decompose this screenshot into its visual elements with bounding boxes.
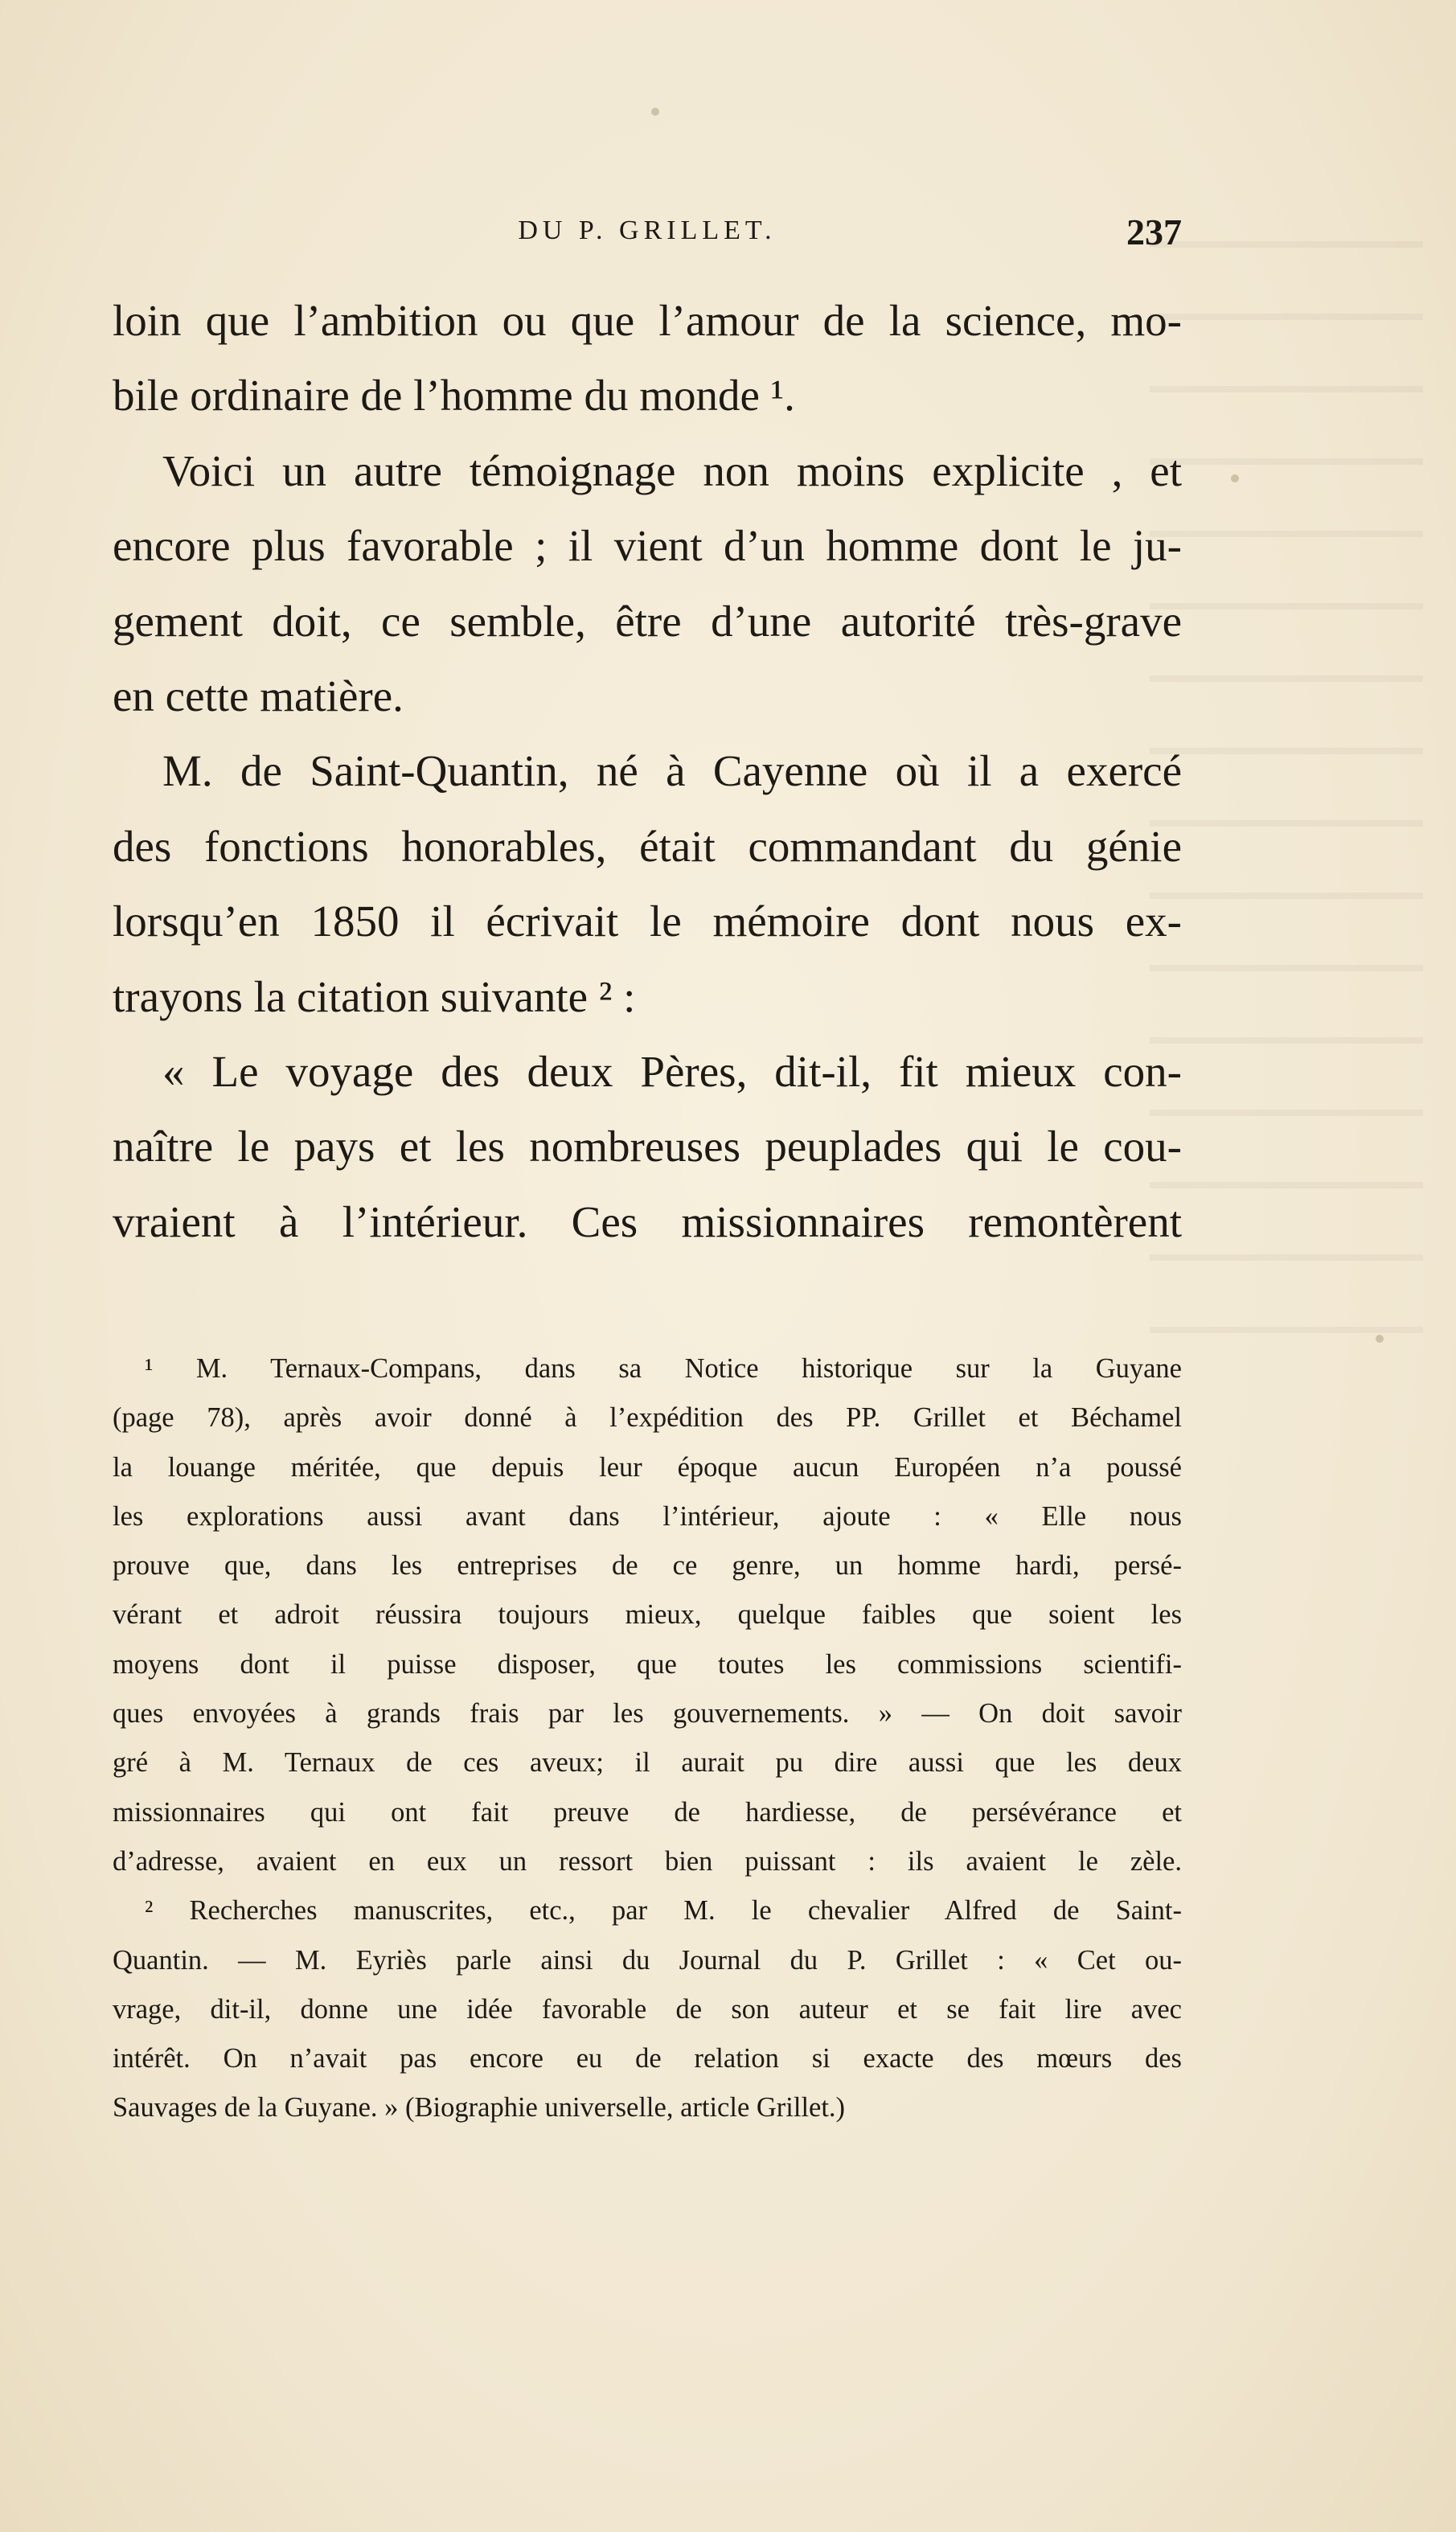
body-line: bile ordinaire de l’homme du monde ¹. [113, 371, 795, 421]
paper-speck [651, 108, 659, 116]
footnote-line: missionnaires qui ont fait preuve de hardiesse, de persévérance et [113, 1796, 1182, 1828]
body-line: Voici un autre témoignage non moins explicite , et [162, 445, 1182, 495]
footnote-line: (page 78), après avoir donné à l’expédition des PP. Grillet et Béchamel [113, 1402, 1182, 1434]
body-text [113, 283, 1182, 1259]
footnote-line: Sauvages de la Guyane. » (Biographie universelle, article Grillet.) [113, 2092, 846, 2124]
footnote-line: ¹ M. Ternaux-Compans, dans sa Notice historique sur la Guyane [145, 1353, 1182, 1384]
paper-speck [1376, 1335, 1384, 1343]
footnote-line: ques envoyées à grands frais par les gouvernements. » — On doit savoir [113, 1698, 1182, 1730]
footnote-line: vérant et adroit réussira toujours mieux, quelque faibles que soient les [113, 1599, 1182, 1631]
body-line: loin que l’ambition ou que l’amour de la science, mo- [113, 296, 1182, 345]
running-head: DU P. GRILLET. [518, 215, 777, 245]
footnotes [113, 1344, 1182, 2133]
body-line: en cette matière. [113, 671, 404, 720]
body-line: « Le voyage des deux Pères, dit-il, fit mieux con- [162, 1046, 1182, 1096]
footnote-line: Quantin. — M. Eyriès parle ainsi du Journal du P. Grillet : « Cet ou- [113, 1944, 1182, 1976]
body-line: gement doit, ce semble, être d’une autorité très-grave [113, 596, 1182, 646]
page-number: 237 [1126, 211, 1182, 252]
body-line: lorsqu’en 1850 il écrivait le mémoire dont nous ex- [113, 897, 1182, 946]
body-line: M. de Saint-Quantin, né à Cayenne où il a exercé [162, 746, 1182, 796]
show-through [1150, 241, 1423, 1367]
body-line: naître le pays et les nombreuses peuplades qui le cou- [113, 1122, 1182, 1172]
body-line: encore plus favorable ; il vient d’un homme dont le ju- [113, 521, 1182, 571]
footnote-line: les explorations aussi avant dans l’intérieur, ajoute : « Elle nous [113, 1500, 1182, 1532]
body-line: trayons la citation suivante ² : [113, 971, 636, 1021]
footnote-line: vrage, dit-il, donne une idée favorable de son auteur et se fait lire avec [113, 1993, 1182, 2025]
body-line: des fonctions honorables, était commandant du génie [113, 821, 1182, 871]
footnote-line: gré à M. Ternaux de ces aveux; il aurait pu dire aussi que les deux [113, 1747, 1182, 1779]
paper-speck [1231, 474, 1239, 482]
footnote-line: intérêt. On n’avait pas encore eu de relation si exacte des mœurs des [113, 2043, 1182, 2074]
page-header [113, 211, 1182, 259]
footnote-line: d’adresse, avaient en eux un ressort bien puissant : ils avaient le zèle. [113, 1845, 1182, 1877]
footnote-line: prouve que, dans les entreprises de ce genre, un homme hardi, persé- [113, 1550, 1182, 1582]
footnote-line: moyens dont il puisse disposer, que toutes les commissions scientifi- [113, 1648, 1182, 1680]
footnote-line: la louange méritée, que depuis leur époque aucun Européen n’a poussé [113, 1451, 1182, 1483]
footnote-line: ² Recherches manuscrites, etc., par M. le chevalier Alfred de Saint- [145, 1895, 1182, 1927]
body-line: vraient à l’intérieur. Ces missionnaires remontèrent [113, 1196, 1182, 1246]
